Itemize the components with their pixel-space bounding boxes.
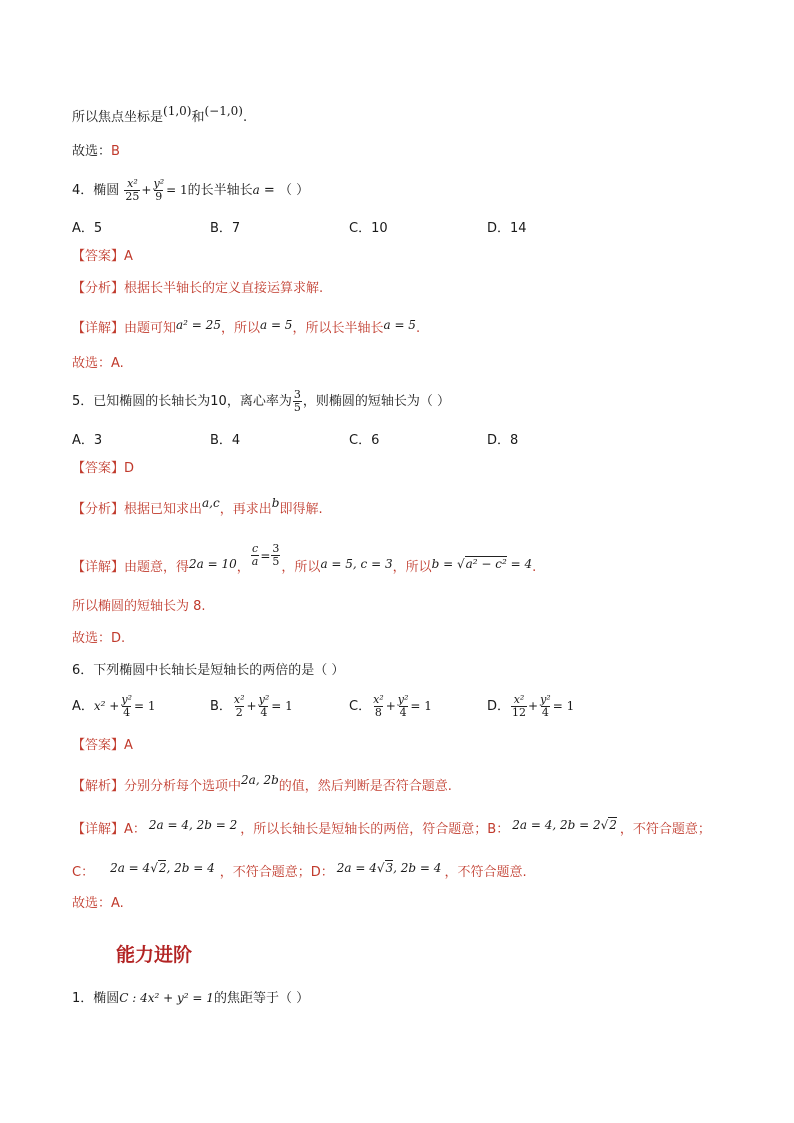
analysis: 【分析】根据已知求出a,c，再求出b即得解. bbox=[72, 496, 323, 517]
answer-line-foci: 所以焦点坐标是(1,0)和(−1,0). bbox=[72, 104, 248, 125]
math-sqrt: b = √a² − c² = 4 bbox=[431, 557, 533, 571]
analysis: 【解析】分别分析每个选项中2a, 2b的值，然后判断是否符合题意. bbox=[72, 773, 452, 794]
fraction: $\frac{\text{y²}}{4}$ bbox=[258, 693, 270, 719]
fraction: $\frac{3}{5}$ bbox=[272, 542, 280, 568]
question-4: 4．椭圆 $\frac{\text{x²}}{25}$ + $\frac{\text{y²}}{9}$ = 1的长半轴长a = （ ） bbox=[72, 177, 310, 203]
math-expr: 2a = 4√3, 2b = 4 bbox=[336, 861, 442, 875]
practice-question-1: 1．椭圆C : 4x² + y² = 1的焦距等于（ ） bbox=[72, 991, 310, 1006]
question-6: 6．下列椭圆中长轴长是短轴长的两倍的是（ ） bbox=[72, 663, 345, 678]
math-expr: 2a = 4√2, 2b = 4 bbox=[110, 861, 215, 875]
fraction: $\frac{\text{x²}}{12}$ bbox=[512, 693, 527, 719]
fraction: $\frac{\text{y²}}{4}$ bbox=[121, 693, 132, 719]
fraction: $\frac{\text{y²}}{9}$ bbox=[153, 177, 165, 203]
fraction: $\frac{3}{5}$ bbox=[293, 388, 301, 414]
option-a: A．5 bbox=[72, 221, 103, 236]
detail: 【详解】由题可知a² = 25，所以a = 5，所以长半轴长a = 5. bbox=[72, 318, 421, 336]
math-point-2: (−1,0) bbox=[204, 104, 243, 118]
select-line: 故选：D. bbox=[72, 631, 126, 646]
fraction: $\frac{\text{x²}}{25}$ bbox=[125, 177, 140, 203]
fraction: $\frac{\text{x²}}{2}$ bbox=[233, 693, 245, 719]
option-c: C．10 bbox=[349, 221, 388, 236]
section-heading: 能力进阶 bbox=[116, 944, 193, 966]
option-a: A．3 bbox=[72, 433, 103, 448]
option-d: D．8 bbox=[487, 433, 519, 448]
detail-continued: C： 2a = 4√2, 2b = 4 ，不符合题意；D： 2a = 4√3, 2b = 4 ，不符合题意. bbox=[72, 861, 527, 880]
math-expr: 2a = 4, 2b = 2√2 bbox=[512, 818, 617, 832]
select-line: 故选：A. bbox=[72, 896, 124, 911]
fraction: $\frac{\text{x²}}{8}$ bbox=[373, 693, 384, 719]
option-c: C．6 bbox=[349, 433, 380, 448]
answer-label: 【答案】A bbox=[72, 738, 133, 753]
math-point-1: (1,0) bbox=[163, 104, 192, 118]
fraction: $\frac{c}{a}$ bbox=[251, 542, 259, 568]
detail: 【详解】由题意，得2a = 10， $\frac{c}{a}$ = $\frac{3}{5}$ ，所以a = 5, c = 3，所以b = √a² − c² = 4. bbox=[72, 542, 537, 575]
detail: 【详解】A： 2a = 4, 2b = 2 ，所以长轴长是短轴长的两倍，符合题意；B： 2a = 4, 2b = 2√2 ，不符合题意； bbox=[72, 818, 711, 837]
option-c: C． $\frac{\text{x²}}{8}$ + $\frac{\text{y²}}{4}$ = 1 bbox=[349, 693, 432, 719]
option-d: D． $\frac{\text{x²}}{12}$ + $\frac{\text{y²}}{4}$ = 1 bbox=[487, 693, 575, 719]
option-b: B．4 bbox=[210, 433, 241, 448]
question-5: 5．已知椭圆的长轴长为10，离心率为 $\frac{3}{5}$ ，则椭圆的短轴长为（ ） bbox=[72, 388, 450, 414]
option-b: B． $\frac{\text{x²}}{2}$ + $\frac{\text{y²}}{4}$ = 1 bbox=[210, 693, 293, 719]
conclusion: 所以椭圆的短轴长为 8. bbox=[72, 599, 206, 614]
answer-label: 【答案】D bbox=[72, 461, 135, 476]
answer-label: 【答案】A bbox=[72, 249, 133, 264]
option-d: D．14 bbox=[487, 221, 527, 236]
option-a: A．x² + $\frac{\text{y²}}{4}$ = 1 bbox=[72, 693, 156, 719]
option-b: B．7 bbox=[210, 221, 241, 236]
select-line: 故选：A. bbox=[72, 356, 124, 371]
fraction: $\frac{\text{y²}}{4}$ bbox=[397, 693, 409, 719]
analysis: 【分析】根据长半轴长的定义直接运算求解. bbox=[72, 281, 324, 296]
select-line: 故选：B bbox=[72, 144, 120, 159]
fraction: $\frac{\text{y²}}{4}$ bbox=[540, 693, 551, 719]
